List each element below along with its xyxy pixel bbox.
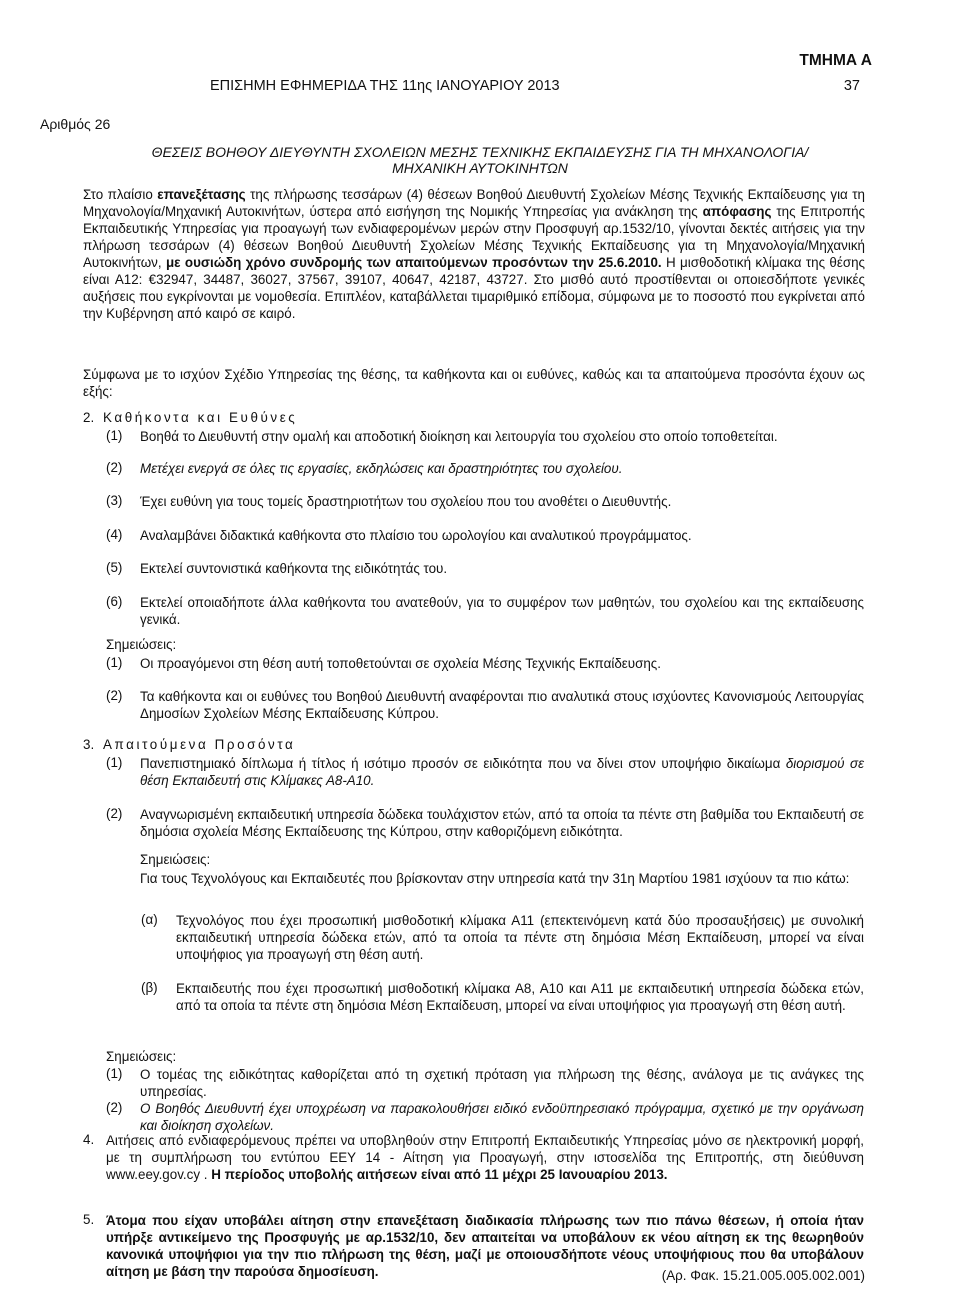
section-heading: Καθήκοντα και Ευθύνες [103, 410, 298, 425]
intro-text: της Επιτροπής Εκπαιδευτικής Υπηρεσίας για προαγωγή των ενδιαφερομένων μερών στην Προσφυγή αρ.1532/10, γίνονται δεκτές αιτήσεις για την πλήρωση τεσσάρων (4) θέσεων Βοηθού Διευθυντή Σχολείων Μέσης Τεχνικής Εκπαίδευσης για τη Μηχανολογία/Μηχανική Αυτοκινήτων, [83, 204, 865, 270]
section-label: ΤΜΗΜΑ Α [799, 52, 872, 69]
intro-text: της πλήρωσης τεσσάρων (4) θέσεων Βοηθού Διευθυντή Σχολείων Μέσης Τεχνικής Εκπαίδευσης για τη Μηχανολογία/Μηχανική Αυτοκινήτων, ύστερα από εισήγηση της Νομικής Υπηρεσίας για ανάκληση της [83, 187, 865, 219]
sub-item-number: (α) [141, 912, 158, 927]
note-item: Ο τομέας της ειδικότητας καθορίζεται από τη σχετική πρόταση για πλήρωση της θέσης, ανάλογα με τις ανάγκες της υπηρεσίας. [140, 1067, 864, 1099]
intro-paragraph [83, 186, 865, 322]
section-number: 2. [83, 410, 95, 425]
intro-bold: απόφασης [702, 204, 772, 219]
note-item: Οι προαγόμενοι στη θέση αυτή τοποθετούνται σε σχολεία Μέσης Τεχνικής Εκπαίδευσης. [140, 656, 661, 671]
item-number: (2) [106, 460, 123, 475]
item-number: (6) [106, 594, 123, 609]
applications-deadline: Η περίοδος υποβολής αιτήσεων είναι από 11 μέχρι 25 Ιανουαρίου 2013. [211, 1167, 668, 1182]
duty-item: Βοηθά το Διευθυντή στην ομαλή και αποδοτική διοίκηση και λειτουργία του σχολείου στο οποίο τοποθετείται. [140, 429, 778, 444]
sub-item-number: (β) [141, 980, 158, 995]
intro-text: Στο πλαίσιο [83, 187, 158, 202]
notes-text: Για τους Τεχνολόγους και Εκπαιδευτές που βρίσκονταν στην υπηρεσία κατά την 31η Μαρτίου 1981 ισχύουν τα πιο κάτω: [140, 871, 850, 886]
applications-paragraph [106, 1132, 864, 1183]
sub-item: Εκπαιδευτής που έχει προσωπική μισθοδοτική κλίμακα Α8, Α10 και Α11 με εκπαιδευτική υπηρεσία δώδεκα ετών, από τα οποία τα πέντε στη δημόσια Μέση Εκπαίδευση, μπορεί να είναι υποψήφιος για προαγωγή στη θέση αυτή. [176, 981, 864, 1013]
note-number: (1) [106, 655, 123, 670]
notes-label: Σημειώσεις: [106, 637, 177, 652]
item-number: (2) [106, 806, 123, 821]
duty-item: Εκτελεί συντονιστικά καθήκοντα της ειδικότητάς του. [140, 561, 448, 576]
gazette-header: ΕΠΙΣΗΜΗ ΕΦΗΜΕΡΙΔΑ ΤΗΣ 11ης ΙΑΝΟΥΑΡΙΟΥ 2013 [210, 78, 560, 94]
notice-title-line-1: ΘΕΣΕΙΣ ΒΟΗΘΟΥ ΔΙΕΥΘΥΝΤΗ ΣΧΟΛΕΙΩΝ ΜΕΣΗΣ ΤΕΧΝΙΚΗΣ ΕΚΠΑΙΔΕΥΣΗΣ ΓΙΑ ΤΗ ΜΗΧΑΝΟΛΟΓΙΑ/ [151, 144, 809, 160]
item-number: (5) [106, 560, 123, 575]
item-number: (4) [106, 527, 123, 542]
item-number: (1) [106, 755, 123, 770]
qualification-item: Αναγνωρισμένη εκπαιδευτική υπηρεσία δώδεκα τουλάχιστον ετών, από τα οποία τα πέντε στη βαθμίδα του Εκπαιδευτή σε δημόσια σχολεία Μέσης Εκπαίδευσης της Κύπρου, στην καθοριζόμενη ειδικότητα. [140, 807, 864, 839]
section-number: 4. [83, 1132, 95, 1147]
section-number: 3. [83, 737, 95, 752]
qualification-text-italic: διορισμού σε θέση Εκπαιδευτή στις Κλίμακες Α8-Α10. [140, 756, 864, 788]
page-number: 37 [843, 78, 860, 94]
duty-item: Εκτελεί οποιαδήποτε άλλα καθήκοντα του ανατεθούν, για το συμφέρον των μαθητών, του σχολείου και της εκπαίδευσης γενικά. [140, 595, 864, 627]
duty-item: Έχει ευθύνη για τους τομείς δραστηριοτήτων του σχολείου που του ανοθέτει ο Διευθυντής. [140, 494, 672, 509]
note-item: Τα καθήκοντα και οι ευθύνες του Βοηθού Διευθυντή αναφέρονται πιο αναλυτικά στους ισχύοντες Κανονισμούς Λειτουργίας Δημοσίων Σχολείων Μέσης Εκπαίδευσης Κύπρου. [140, 689, 864, 721]
intro-bold: με ουσιώδη χρόνο συνδρομής των απαιτούμενων προσόντων την 25.6.2010. [165, 255, 662, 270]
intro-text: Η μισθοδοτική κλίμακα της θέσης είναι Α12: €32947, 34487, 36027, 37567, 39107, 40647, 42187, 43727. Στο μισθό αυτό προστίθενται οι οποιεσδήποτε γενικές αυξήσεις που εγκρίνονται με νομοθεσία. Επιπλέον, καταβάλλεται τιμαριθμικό επίδομα, σύμφωνα με το ποσοστό που εγκρίνεται από την Κυβέρνηση από καιρό σε καιρό. [83, 255, 866, 321]
notice-title-line-2: ΜΗΧΑΝΙΚΗ ΑΥΤΟΚΙΝΗΤΩΝ [392, 160, 568, 176]
notice-title [40, 144, 920, 176]
intro-bold: επανεξέτασης [157, 187, 246, 202]
intro-paragraph-2: Σύμφωνα με το ισχύον Σχέδιο Υπηρεσίας της θέσης, τα καθήκοντα και οι ευθύνες, καθώς και τα απαιτούμενα προσόντα έχουν ως εξής: [83, 367, 865, 399]
section-heading: Απαιτούμενα Προσόντα [103, 737, 296, 752]
note-item: Ο Βοηθός Διευθυντή έχει υποχρέωση να παρακολουθήσει ειδικό ενδοϋπηρεσιακό πρόγραμμα, σχετικό με την οργάνωση και διοίκηση σχολείων. [140, 1101, 864, 1133]
notes-label: Σημειώσεις: [106, 1049, 177, 1064]
duty-item: Αναλαμβάνει διδακτικά καθήκοντα στο πλαίσιο του ωρολογίου και αναλυτικού προγράμματος. [140, 528, 692, 543]
applications-text: Αιτήσεις από ενδιαφερόμενους πρέπει να υποβληθούν στην Επιτροπή Εκπαιδευτικής Υπηρεσίας μόνο σε ηλεκτρονική μορφή, με τη συμπλήρωση του εντύπου ΕΕΥ 14 - Αίτηση για Προαγωγή, στην ιστοσελίδα της Επιτροπής, στη διεύθυνση www.eey.gov.cy . [106, 1133, 864, 1182]
item-number: (1) [106, 428, 123, 443]
note-number: (1) [106, 1066, 123, 1081]
notes-label: Σημειώσεις: [140, 852, 211, 867]
notice-number: Αριθμός 26 [40, 116, 111, 132]
qualification-text: Πανεπιστημιακό δίπλωμα ή τίτλος ή ισότιμο προσόν σε ειδικότητα που να δίνει στον υποψήφιο δικαίωμα [140, 756, 786, 771]
item-number: (3) [106, 493, 123, 508]
qualification-item [140, 755, 864, 789]
sub-item: Τεχνολόγος που έχει προσωπική μισθοδοτική κλίμακα Α11 (επεκτεινόμενη κατά δύο προσαυξήσεις) με συνολική εκπαιδευτική υπηρεσία δώδεκα ετών, από τα οποία τα πέντε στη δημόσια Μέση Εκπαίδευση, μπορεί να είναι υποψήφιος για προαγωγή στη θέση αυτή. [176, 913, 864, 962]
section-number: 5. [83, 1212, 95, 1227]
note-number: (2) [106, 688, 123, 703]
duty-item: Μετέχει ενεργά σε όλες τις εργασίες, εκδηλώσεις και δραστηριότητες του σχολείου. [140, 461, 623, 476]
note-number: (2) [106, 1100, 123, 1115]
previous-applicants-paragraph: Άτομα που είχαν υποβάλει αίτηση στην επανεξέταση διαδικασία πλήρωσης των πιο πάνω θέσεων, ή οποία ήταν υπήρξε αντικείμενο της Προσφυγής με αρ.1532/10, δεν απαιτείται να υποβάλουν εκ νέου αίτηση εκ της θεωρηθούν κανονικά υποψήφιοι για την πιο πλήρωση της θέση, μαζί με οποιουσδήποτε νέους υποψήφιους που θα υποβάλουν αίτηση με βάση την παρούσα δημοσίευση. [106, 1213, 864, 1279]
file-reference: (Αρ. Φακ. 15.21.005.005.002.001) [661, 1268, 865, 1283]
